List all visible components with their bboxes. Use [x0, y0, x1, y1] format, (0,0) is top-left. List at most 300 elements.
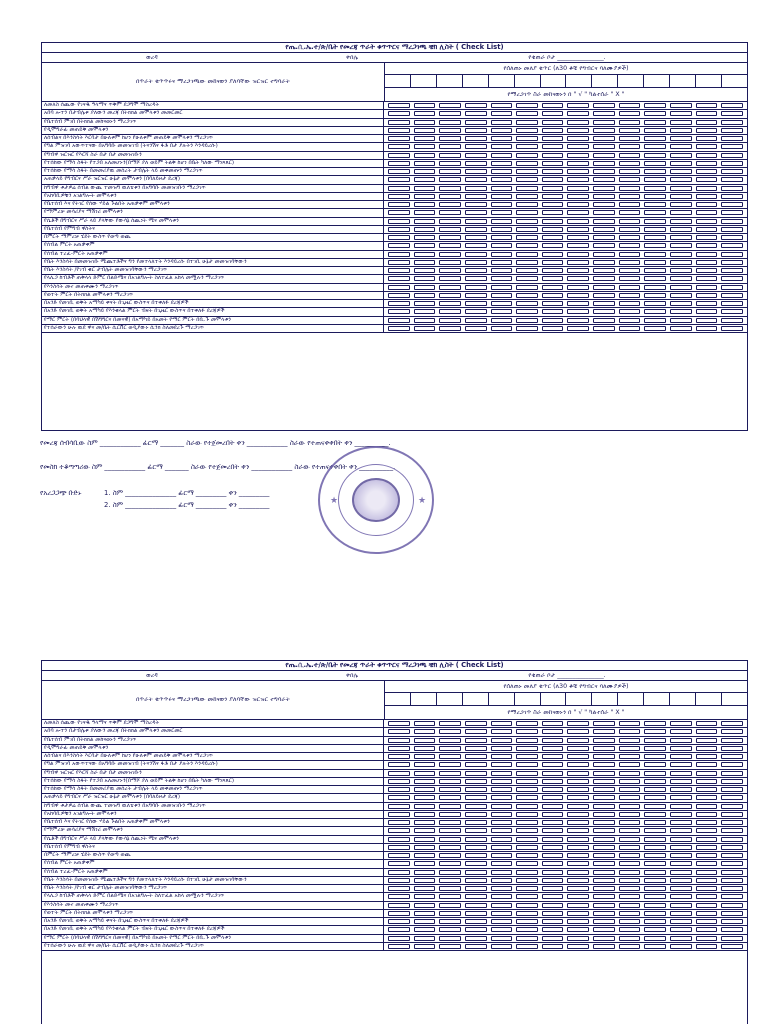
check-box[interactable] — [542, 136, 564, 141]
check-box[interactable] — [465, 944, 487, 949]
check-box[interactable] — [388, 911, 410, 916]
check-box[interactable] — [619, 779, 641, 784]
check-box[interactable] — [670, 721, 692, 726]
enumerator-id-cell[interactable] — [541, 75, 567, 87]
check-box[interactable] — [414, 746, 436, 751]
check-box[interactable] — [516, 309, 538, 314]
check-box[interactable] — [491, 161, 513, 166]
check-box[interactable] — [439, 120, 461, 125]
check-box[interactable] — [465, 186, 487, 191]
check-box[interactable] — [644, 186, 666, 191]
check-box[interactable] — [542, 293, 564, 298]
check-box[interactable] — [414, 878, 436, 883]
check-box[interactable] — [414, 276, 436, 281]
enumerator-id-cell[interactable] — [437, 75, 463, 87]
check-box[interactable] — [644, 903, 666, 908]
check-box[interactable] — [465, 161, 487, 166]
check-box[interactable] — [644, 762, 666, 767]
check-box[interactable] — [567, 787, 589, 792]
check-box[interactable] — [696, 177, 718, 182]
check-box[interactable] — [644, 779, 666, 784]
check-box[interactable] — [414, 754, 436, 759]
check-box[interactable] — [619, 120, 641, 125]
check-box[interactable] — [644, 787, 666, 792]
check-box[interactable] — [619, 309, 641, 314]
check-box[interactable] — [439, 144, 461, 149]
check-box[interactable] — [593, 260, 615, 265]
check-box[interactable] — [439, 128, 461, 133]
check-box[interactable] — [696, 936, 718, 941]
check-box[interactable] — [567, 186, 589, 191]
check-box[interactable] — [670, 235, 692, 240]
check-box[interactable] — [619, 804, 641, 809]
check-box[interactable] — [567, 754, 589, 759]
enumerator-id-cell[interactable] — [463, 75, 489, 87]
check-box[interactable] — [567, 771, 589, 776]
check-box[interactable] — [619, 161, 641, 166]
check-box[interactable] — [465, 870, 487, 875]
check-box[interactable] — [593, 268, 615, 273]
check-box[interactable] — [644, 870, 666, 875]
check-box[interactable] — [516, 754, 538, 759]
enumerator-id-cell[interactable] — [437, 693, 463, 705]
check-box[interactable] — [439, 318, 461, 323]
check-box[interactable] — [721, 260, 743, 265]
check-box[interactable] — [721, 812, 743, 817]
check-box[interactable] — [388, 729, 410, 734]
check-box[interactable] — [567, 235, 589, 240]
check-box[interactable] — [696, 828, 718, 833]
check-box[interactable] — [670, 878, 692, 883]
check-box[interactable] — [644, 235, 666, 240]
check-box[interactable] — [721, 318, 743, 323]
check-box[interactable] — [593, 754, 615, 759]
check-box[interactable] — [439, 870, 461, 875]
check-box[interactable] — [696, 837, 718, 842]
check-box[interactable] — [696, 227, 718, 232]
check-box[interactable] — [721, 787, 743, 792]
check-box[interactable] — [542, 828, 564, 833]
check-box[interactable] — [414, 309, 436, 314]
check-box[interactable] — [388, 103, 410, 108]
check-box[interactable] — [593, 285, 615, 290]
check-box[interactable] — [696, 268, 718, 273]
check-box[interactable] — [670, 136, 692, 141]
check-box[interactable] — [721, 927, 743, 932]
check-box[interactable] — [491, 721, 513, 726]
check-box[interactable] — [593, 870, 615, 875]
check-box[interactable] — [516, 326, 538, 331]
check-box[interactable] — [465, 721, 487, 726]
check-box[interactable] — [670, 771, 692, 776]
check-box[interactable] — [593, 911, 615, 916]
check-box[interactable] — [516, 128, 538, 133]
check-box[interactable] — [516, 894, 538, 899]
check-box[interactable] — [414, 243, 436, 248]
check-box[interactable] — [542, 837, 564, 842]
check-box[interactable] — [388, 161, 410, 166]
check-box[interactable] — [516, 111, 538, 116]
check-box[interactable] — [593, 804, 615, 809]
check-box[interactable] — [491, 853, 513, 858]
check-box[interactable] — [644, 309, 666, 314]
check-box[interactable] — [388, 944, 410, 949]
check-box[interactable] — [439, 136, 461, 141]
check-box[interactable] — [388, 219, 410, 224]
check-box[interactable] — [721, 845, 743, 850]
check-box[interactable] — [465, 194, 487, 199]
check-box[interactable] — [696, 128, 718, 133]
check-box[interactable] — [465, 260, 487, 265]
check-box[interactable] — [567, 845, 589, 850]
check-box[interactable] — [439, 762, 461, 767]
check-box[interactable] — [593, 779, 615, 784]
check-box[interactable] — [516, 721, 538, 726]
check-box[interactable] — [644, 103, 666, 108]
check-box[interactable] — [542, 754, 564, 759]
check-box[interactable] — [644, 886, 666, 891]
check-box[interactable] — [439, 927, 461, 932]
check-box[interactable] — [542, 210, 564, 215]
check-box[interactable] — [721, 120, 743, 125]
check-box[interactable] — [439, 911, 461, 916]
check-box[interactable] — [593, 186, 615, 191]
check-box[interactable] — [567, 111, 589, 116]
check-box[interactable] — [542, 845, 564, 850]
check-box[interactable] — [619, 136, 641, 141]
check-box[interactable] — [465, 219, 487, 224]
check-box[interactable] — [644, 285, 666, 290]
check-box[interactable] — [567, 227, 589, 232]
check-box[interactable] — [696, 252, 718, 257]
check-box[interactable] — [516, 219, 538, 224]
check-box[interactable] — [414, 944, 436, 949]
check-box[interactable] — [593, 276, 615, 281]
check-box[interactable] — [542, 111, 564, 116]
check-box[interactable] — [439, 894, 461, 899]
check-box[interactable] — [619, 111, 641, 116]
check-box[interactable] — [696, 845, 718, 850]
check-box[interactable] — [644, 878, 666, 883]
check-box[interactable] — [721, 309, 743, 314]
check-box[interactable] — [670, 738, 692, 743]
check-box[interactable] — [491, 219, 513, 224]
check-box[interactable] — [516, 779, 538, 784]
check-box[interactable] — [414, 919, 436, 924]
check-box[interactable] — [491, 252, 513, 257]
check-box[interactable] — [721, 301, 743, 306]
check-box[interactable] — [439, 227, 461, 232]
check-box[interactable] — [516, 268, 538, 273]
check-box[interactable] — [542, 227, 564, 232]
check-box[interactable] — [516, 762, 538, 767]
check-box[interactable] — [516, 235, 538, 240]
check-box[interactable] — [414, 186, 436, 191]
check-box[interactable] — [439, 771, 461, 776]
check-box[interactable] — [491, 820, 513, 825]
check-box[interactable] — [388, 861, 410, 866]
check-box[interactable] — [388, 227, 410, 232]
check-box[interactable] — [439, 779, 461, 784]
check-box[interactable] — [465, 202, 487, 207]
check-box[interactable] — [491, 144, 513, 149]
check-box[interactable] — [439, 293, 461, 298]
check-box[interactable] — [542, 252, 564, 257]
check-box[interactable] — [465, 227, 487, 232]
check-box[interactable] — [593, 837, 615, 842]
check-box[interactable] — [491, 318, 513, 323]
check-box[interactable] — [465, 120, 487, 125]
check-box[interactable] — [388, 136, 410, 141]
check-box[interactable] — [388, 936, 410, 941]
check-box[interactable] — [721, 878, 743, 883]
check-box[interactable] — [439, 944, 461, 949]
check-box[interactable] — [721, 202, 743, 207]
check-box[interactable] — [696, 894, 718, 899]
check-box[interactable] — [721, 894, 743, 899]
check-box[interactable] — [439, 787, 461, 792]
check-box[interactable] — [721, 828, 743, 833]
check-box[interactable] — [439, 886, 461, 891]
check-box[interactable] — [670, 886, 692, 891]
check-box[interactable] — [670, 861, 692, 866]
check-box[interactable] — [414, 903, 436, 908]
check-box[interactable] — [414, 293, 436, 298]
check-box[interactable] — [439, 169, 461, 174]
check-box[interactable] — [414, 886, 436, 891]
check-box[interactable] — [619, 762, 641, 767]
check-box[interactable] — [465, 861, 487, 866]
check-box[interactable] — [439, 260, 461, 265]
check-box[interactable] — [388, 243, 410, 248]
check-box[interactable] — [644, 153, 666, 158]
check-box[interactable] — [491, 894, 513, 899]
enumerator-id-cell[interactable] — [722, 693, 747, 705]
check-box[interactable] — [696, 136, 718, 141]
check-box[interactable] — [414, 301, 436, 306]
check-box[interactable] — [491, 301, 513, 306]
check-box[interactable] — [414, 795, 436, 800]
check-box[interactable] — [696, 754, 718, 759]
check-box[interactable] — [516, 919, 538, 924]
check-box[interactable] — [465, 326, 487, 331]
check-box[interactable] — [465, 820, 487, 825]
check-box[interactable] — [696, 103, 718, 108]
check-box[interactable] — [388, 779, 410, 784]
check-box[interactable] — [619, 318, 641, 323]
check-box[interactable] — [593, 210, 615, 215]
check-box[interactable] — [516, 120, 538, 125]
check-box[interactable] — [542, 194, 564, 199]
check-box[interactable] — [516, 318, 538, 323]
check-box[interactable] — [414, 136, 436, 141]
check-box[interactable] — [516, 828, 538, 833]
check-box[interactable] — [696, 186, 718, 191]
check-box[interactable] — [491, 754, 513, 759]
check-box[interactable] — [696, 721, 718, 726]
check-box[interactable] — [619, 837, 641, 842]
check-box[interactable] — [491, 120, 513, 125]
check-box[interactable] — [414, 202, 436, 207]
check-box[interactable] — [593, 746, 615, 751]
check-box[interactable] — [516, 911, 538, 916]
check-box[interactable] — [567, 153, 589, 158]
check-box[interactable] — [670, 754, 692, 759]
check-box[interactable] — [567, 820, 589, 825]
check-box[interactable] — [414, 804, 436, 809]
check-box[interactable] — [414, 812, 436, 817]
check-box[interactable] — [439, 812, 461, 817]
enumerator-id-cell[interactable] — [411, 75, 437, 87]
check-box[interactable] — [542, 870, 564, 875]
check-box[interactable] — [593, 936, 615, 941]
check-box[interactable] — [388, 837, 410, 842]
check-box[interactable] — [465, 746, 487, 751]
check-box[interactable] — [439, 738, 461, 743]
enumerator-id-cell[interactable] — [463, 693, 489, 705]
check-box[interactable] — [670, 161, 692, 166]
check-box[interactable] — [465, 243, 487, 248]
check-box[interactable] — [414, 161, 436, 166]
check-box[interactable] — [414, 318, 436, 323]
check-box[interactable] — [465, 812, 487, 817]
check-box[interactable] — [567, 721, 589, 726]
check-box[interactable] — [567, 894, 589, 899]
check-box[interactable] — [516, 853, 538, 858]
check-box[interactable] — [721, 243, 743, 248]
check-box[interactable] — [542, 919, 564, 924]
check-box[interactable] — [670, 326, 692, 331]
check-box[interactable] — [439, 795, 461, 800]
check-box[interactable] — [619, 227, 641, 232]
check-box[interactable] — [644, 894, 666, 899]
check-box[interactable] — [644, 746, 666, 751]
check-box[interactable] — [644, 812, 666, 817]
check-box[interactable] — [439, 936, 461, 941]
check-box[interactable] — [619, 894, 641, 899]
check-box[interactable] — [721, 795, 743, 800]
check-box[interactable] — [567, 260, 589, 265]
check-box[interactable] — [542, 812, 564, 817]
check-box[interactable] — [567, 285, 589, 290]
check-box[interactable] — [696, 911, 718, 916]
check-box[interactable] — [542, 762, 564, 767]
check-box[interactable] — [414, 721, 436, 726]
check-box[interactable] — [439, 194, 461, 199]
check-box[interactable] — [696, 219, 718, 224]
check-box[interactable] — [619, 870, 641, 875]
check-box[interactable] — [414, 936, 436, 941]
check-box[interactable] — [721, 754, 743, 759]
check-box[interactable] — [721, 227, 743, 232]
check-box[interactable] — [644, 260, 666, 265]
check-box[interactable] — [670, 779, 692, 784]
check-box[interactable] — [542, 795, 564, 800]
check-box[interactable] — [670, 276, 692, 281]
check-box[interactable] — [619, 103, 641, 108]
check-box[interactable] — [644, 276, 666, 281]
check-box[interactable] — [721, 128, 743, 133]
check-box[interactable] — [567, 318, 589, 323]
check-box[interactable] — [491, 235, 513, 240]
enumerator-id-cell[interactable] — [644, 693, 670, 705]
check-box[interactable] — [516, 260, 538, 265]
check-box[interactable] — [670, 318, 692, 323]
check-box[interactable] — [388, 754, 410, 759]
check-box[interactable] — [721, 820, 743, 825]
check-box[interactable] — [542, 243, 564, 248]
check-box[interactable] — [644, 169, 666, 174]
check-box[interactable] — [619, 878, 641, 883]
check-box[interactable] — [465, 276, 487, 281]
enumerator-id-cell[interactable] — [489, 693, 515, 705]
check-box[interactable] — [516, 787, 538, 792]
enumerator-id-cell[interactable] — [644, 75, 670, 87]
check-box[interactable] — [696, 169, 718, 174]
check-box[interactable] — [696, 878, 718, 883]
check-box[interactable] — [619, 861, 641, 866]
check-box[interactable] — [619, 886, 641, 891]
check-box[interactable] — [644, 754, 666, 759]
check-box[interactable] — [619, 202, 641, 207]
check-box[interactable] — [619, 944, 641, 949]
check-box[interactable] — [696, 144, 718, 149]
check-box[interactable] — [593, 762, 615, 767]
check-box[interactable] — [414, 268, 436, 273]
check-box[interactable] — [439, 301, 461, 306]
check-box[interactable] — [593, 903, 615, 908]
check-box[interactable] — [670, 746, 692, 751]
check-box[interactable] — [644, 161, 666, 166]
check-box[interactable] — [388, 762, 410, 767]
check-box[interactable] — [491, 186, 513, 191]
check-box[interactable] — [439, 804, 461, 809]
check-box[interactable] — [593, 878, 615, 883]
check-box[interactable] — [619, 903, 641, 908]
check-box[interactable] — [644, 177, 666, 182]
check-box[interactable] — [491, 243, 513, 248]
check-box[interactable] — [696, 804, 718, 809]
check-box[interactable] — [721, 721, 743, 726]
check-box[interactable] — [388, 309, 410, 314]
check-box[interactable] — [542, 861, 564, 866]
check-box[interactable] — [542, 219, 564, 224]
check-box[interactable] — [670, 285, 692, 290]
check-box[interactable] — [593, 853, 615, 858]
check-box[interactable] — [567, 861, 589, 866]
check-box[interactable] — [491, 837, 513, 842]
check-box[interactable] — [388, 820, 410, 825]
check-box[interactable] — [567, 276, 589, 281]
check-box[interactable] — [439, 252, 461, 257]
check-box[interactable] — [388, 235, 410, 240]
check-box[interactable] — [670, 870, 692, 875]
check-box[interactable] — [670, 927, 692, 932]
check-box[interactable] — [388, 771, 410, 776]
check-box[interactable] — [721, 219, 743, 224]
check-box[interactable] — [388, 927, 410, 932]
check-box[interactable] — [721, 903, 743, 908]
check-box[interactable] — [414, 837, 436, 842]
check-box[interactable] — [721, 177, 743, 182]
check-box[interactable] — [388, 894, 410, 899]
check-box[interactable] — [465, 177, 487, 182]
check-box[interactable] — [491, 169, 513, 174]
check-box[interactable] — [542, 120, 564, 125]
check-box[interactable] — [619, 795, 641, 800]
check-box[interactable] — [439, 276, 461, 281]
check-box[interactable] — [619, 128, 641, 133]
